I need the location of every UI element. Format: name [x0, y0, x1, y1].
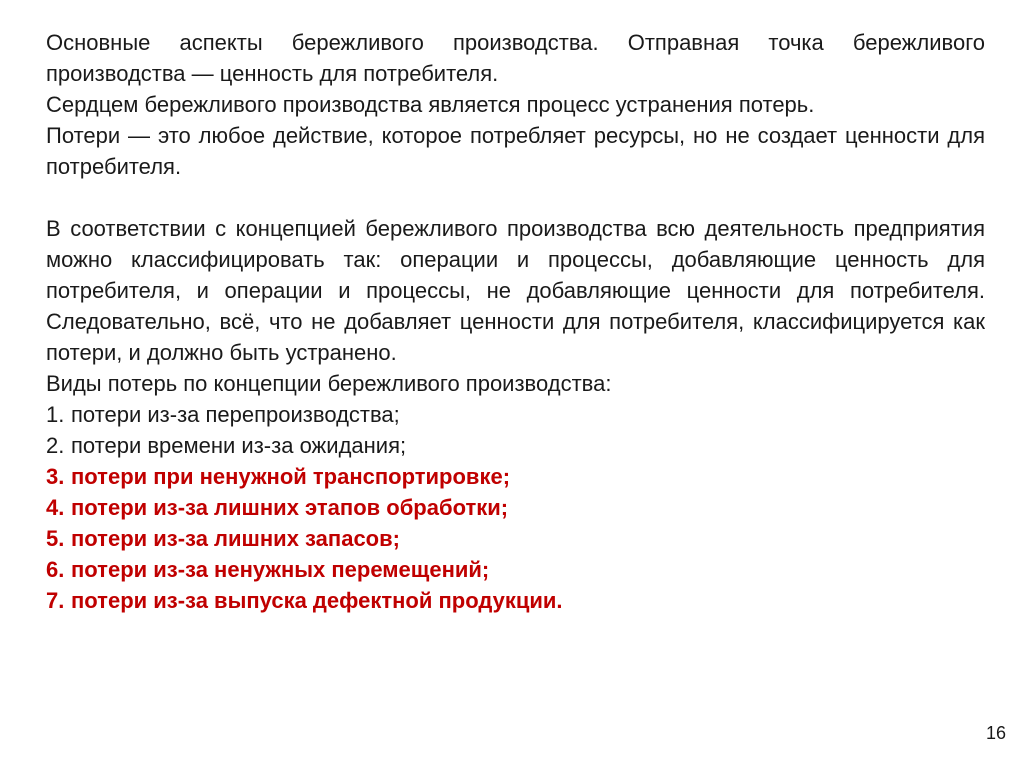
- page-number: 16: [986, 723, 1007, 743]
- loss-definition-paragraph: Потери — это любое действие, которое потребляет ресурсы, но не создает ценности для потребителя.: [46, 123, 985, 179]
- list-item: [46, 430, 985, 461]
- list-item-text: потери из-за лишних этапов обработки;: [71, 495, 509, 520]
- list-item-text: потери из-за лишних запасов;: [71, 526, 400, 551]
- list-item-number: 4.: [46, 495, 65, 520]
- list-item-number: 7.: [46, 588, 65, 613]
- list-item-number: 3.: [46, 464, 65, 489]
- list-item-highlighted: [46, 554, 985, 585]
- list-item-text: потери из-за перепроизводства;: [71, 402, 400, 427]
- list-item-text: потери из-за ненужных перемещений;: [71, 557, 490, 582]
- list-item-text: потери при ненужной транспортировке;: [71, 464, 511, 489]
- list-intro: Виды потерь по концепции бережливого производства:: [46, 371, 612, 396]
- list-item-number: 5.: [46, 526, 65, 551]
- list-item-text: потери из-за выпуска дефектной продукции.: [71, 588, 563, 613]
- list-item-highlighted: [46, 461, 985, 492]
- list-item-highlighted: [46, 585, 985, 616]
- slide-body: [46, 27, 985, 616]
- list-item-highlighted: [46, 492, 985, 523]
- paragraph-spacer: [46, 182, 985, 213]
- core-paragraph: Сердцем бережливого производства является процесс устранения потерь.: [46, 92, 815, 117]
- list-item-number: 2.: [46, 433, 65, 458]
- list-item-number: 6.: [46, 557, 65, 582]
- list-item-highlighted: [46, 523, 985, 554]
- loss-types-list: [46, 399, 985, 616]
- intro-paragraph: Основные аспекты бережливого производства. Отправная точка бережливого производства — ценность для потребителя.: [46, 30, 985, 86]
- list-item-text: потери времени из-за ожидания;: [71, 433, 407, 458]
- list-item: [46, 399, 985, 430]
- concept-paragraph: В соответствии с концепцией бережливого производства всю деятельность предприятия можно классифицировать так: операции и процессы, добавляющие ценность для потребителя, и операции и процессы, не добавляющие ценности для потребителя. Следовательно, всё, что не добавляет ценности для потребителя, классифицируется как потери, и должно быть устранено.: [46, 216, 985, 365]
- list-item-number: 1.: [46, 402, 65, 427]
